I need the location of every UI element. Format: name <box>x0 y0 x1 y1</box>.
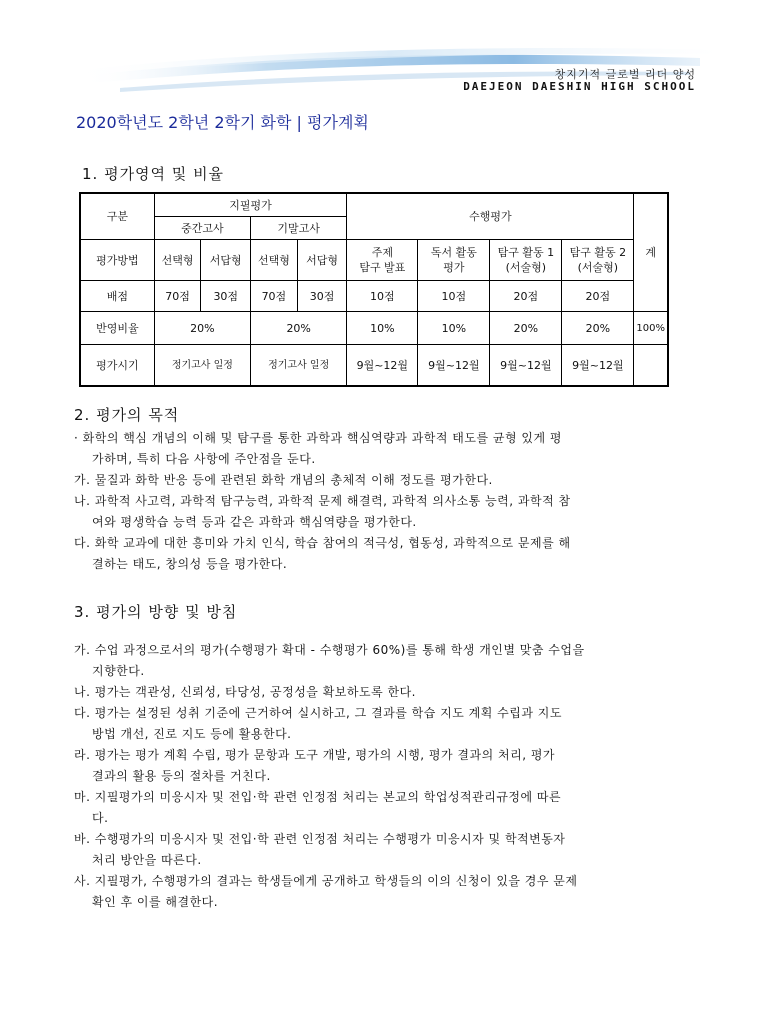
section-3-body <box>74 640 694 913</box>
document-title <box>76 110 369 133</box>
item-text: · 화학의 핵심 개념의 이해 및 탐구를 통한 과학과 핵심역량과 과학적 태도를 균형 있게 평 <box>74 431 562 445</box>
table-cell: 70점 <box>154 281 201 312</box>
item-text: 라. 평가는 평가 계획 수립, 평가 문항과 도구 개발, 평가의 시행, 평가 결과의 처리, 평가 <box>74 748 556 762</box>
item-text: 바. 수행평가의 미응시자 및 전입·학 관련 인정점 처리는 수행평가 미응시자 및 학적변동자 <box>74 832 566 846</box>
item-text: 마. 지필평가의 미응시자 및 전입·학 관련 인정점 처리는 본교의 학업성적관리규정에 따른 <box>74 790 562 804</box>
table-cell: 20% <box>490 312 562 345</box>
list-item <box>74 829 694 871</box>
table-cell <box>562 240 634 281</box>
table-cell: 평가방법 <box>80 240 154 281</box>
cell-line: 독서 활동 <box>430 246 477 259</box>
table-cell: 반영비율 <box>80 312 154 345</box>
list-item <box>74 491 694 533</box>
section-1-heading: 1. 평가영역 및 비율 <box>82 165 225 183</box>
table-cell: 20% <box>251 312 347 345</box>
section-2-body <box>74 428 694 575</box>
table-cell: 30점 <box>297 281 347 312</box>
table-cell: 지필평가 <box>154 193 347 217</box>
list-item <box>74 703 694 745</box>
table-cell: 수행평가 <box>347 193 634 240</box>
table-cell: 선택형 <box>154 240 201 281</box>
school-motto: 창지기적 글로벌 리더 양성 <box>554 68 696 81</box>
table-cell: 9월~12월 <box>418 345 490 387</box>
evaluation-ratio-table <box>79 192 669 387</box>
table-cell: 정기고사 일정 <box>251 345 347 387</box>
list-item <box>74 745 694 787</box>
item-text-cont: 방법 개선, 진로 지도 등에 활용한다. <box>92 727 292 741</box>
table-cell: 중간고사 <box>154 217 250 240</box>
cell-line: 탐구 활동 1 <box>497 246 555 259</box>
title-sub: 평가계획 <box>307 113 369 132</box>
table-row <box>80 193 668 217</box>
item-text-cont: 결과의 활용 등의 절차를 거친다. <box>92 769 271 783</box>
table-cell: 20점 <box>490 281 562 312</box>
item-text: 사. 지필평가, 수행평가의 결과는 학생들에게 공개하고 학생들의 이의 신청이 있을 경우 문제 <box>74 874 578 888</box>
table-cell: 10% <box>418 312 490 345</box>
list-item <box>74 871 694 913</box>
table-cell: 20% <box>154 312 250 345</box>
item-text-cont: 지향한다. <box>92 664 145 678</box>
item-text: 가. 수업 과정으로서의 평가(수행평가 확대 - 수행평가 60%)를 통해 학생 개인별 맞춤 수업을 <box>74 643 585 657</box>
section-2-heading: 2. 평가의 목적 <box>74 406 180 424</box>
item-text-cont: 가하며, 특히 다음 사항에 주안점을 둔다. <box>92 452 316 466</box>
table-cell: 기말고사 <box>251 217 347 240</box>
list-item <box>74 640 694 682</box>
table-cell: 70점 <box>251 281 298 312</box>
list-item <box>74 787 694 829</box>
title-main: 2020학년도 2학년 2학기 화학 <box>76 113 292 132</box>
table-cell <box>418 240 490 281</box>
item-text: 다. 평가는 설정된 성취 기준에 근거하여 실시하고, 그 결과를 학습 지도 계획 수립과 지도 <box>74 706 562 720</box>
item-text: 나. 과학적 사고력, 과학적 탐구능력, 과학적 문제 해결력, 과학적 의사소통 능력, 과학적 참 <box>74 494 571 508</box>
table-cell: 10점 <box>418 281 490 312</box>
table-cell: 서답형 <box>201 240 251 281</box>
table-row <box>80 312 668 345</box>
table-row <box>80 281 668 312</box>
table-cell: 정기고사 일정 <box>154 345 250 387</box>
item-text: 가. 물질과 화학 반응 등에 관련된 화학 개념의 총체적 이해 정도를 평가한다. <box>74 473 493 487</box>
table-cell: 서답형 <box>297 240 347 281</box>
item-text-cont: 처리 방안을 따른다. <box>92 853 202 867</box>
table-cell: 9월~12월 <box>562 345 634 387</box>
table-cell <box>347 240 418 281</box>
table-row <box>80 345 668 387</box>
table-cell: 구분 <box>80 193 154 240</box>
table-cell: 10점 <box>347 281 418 312</box>
list-item <box>74 470 694 491</box>
list-item <box>74 428 694 470</box>
item-text-cont: 다. <box>92 811 109 825</box>
table-cell: 20% <box>562 312 634 345</box>
section-3-heading: 3. 평가의 방향 및 방침 <box>74 603 238 621</box>
title-separator: | <box>296 113 302 132</box>
table-cell <box>634 345 668 387</box>
item-text: 나. 평가는 객관성, 신뢰성, 타당성, 공정성을 확보하도록 한다. <box>74 685 416 699</box>
cell-line: (서술형) <box>505 261 547 274</box>
list-item <box>74 682 694 703</box>
table-cell: 100% <box>634 312 668 345</box>
item-text: 다. 화학 교과에 대한 흥미와 가치 인식, 학습 참여의 적극성, 협동성, 과학적으로 문제를 해 <box>74 536 571 550</box>
cell-line: (서술형) <box>577 261 619 274</box>
table-cell: 배점 <box>80 281 154 312</box>
table-cell: 10% <box>347 312 418 345</box>
table-cell: 9월~12월 <box>490 345 562 387</box>
list-item <box>74 533 694 575</box>
table-cell: 계 <box>634 193 668 312</box>
table-cell <box>490 240 562 281</box>
table-cell: 평가시기 <box>80 345 154 387</box>
cell-line: 평가 <box>443 261 465 274</box>
table-cell: 9월~12월 <box>347 345 418 387</box>
cell-line: 탐구 활동 2 <box>569 246 627 259</box>
item-text-cont: 결하는 태도, 창의성 등을 평가한다. <box>92 557 288 571</box>
table-cell: 20점 <box>562 281 634 312</box>
school-name: DAEJEON DAESHIN HIGH SCHOOL <box>463 80 696 93</box>
item-text-cont: 여와 평생학습 능력 등과 같은 과학과 핵심역량을 평가한다. <box>92 515 417 529</box>
table-row <box>80 240 668 281</box>
cell-line: 탐구 발표 <box>359 261 406 274</box>
table-cell: 선택형 <box>251 240 298 281</box>
cell-line: 주제 <box>371 246 393 259</box>
item-text-cont: 확인 후 이를 해결한다. <box>92 895 219 909</box>
table-cell: 30점 <box>201 281 251 312</box>
